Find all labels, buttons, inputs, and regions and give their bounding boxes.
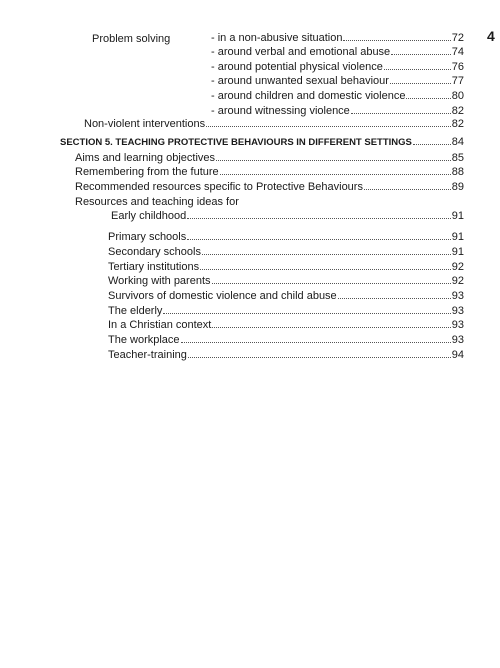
page-number: 4 bbox=[487, 28, 495, 44]
dot-leader bbox=[364, 188, 451, 190]
toc-entry[interactable] bbox=[211, 46, 464, 59]
section-heading-label: SECTION 5. TEACHING PROTECTIVE BEHAVIOURS IN DIFFERENT SETTINGS bbox=[60, 137, 412, 148]
toc-entry[interactable] bbox=[108, 319, 464, 332]
toc-entry[interactable] bbox=[75, 181, 464, 194]
toc-entry-page: 88 bbox=[451, 166, 464, 178]
toc-entry[interactable] bbox=[108, 246, 464, 259]
problem-solving-label: Problem solving bbox=[92, 33, 171, 45]
toc-entry-page: 82 bbox=[451, 118, 464, 130]
toc-entry-label: Primary schools bbox=[108, 231, 187, 243]
toc-entry[interactable] bbox=[211, 105, 464, 118]
toc-entry[interactable] bbox=[84, 118, 464, 131]
toc-entry-label: Secondary schools bbox=[108, 246, 201, 258]
toc-entry[interactable] bbox=[211, 32, 464, 45]
toc-entry-label: - around witnessing violence bbox=[211, 105, 350, 117]
toc-entry[interactable] bbox=[75, 166, 464, 179]
dot-leader bbox=[351, 112, 451, 114]
toc-entry-page: 82 bbox=[451, 105, 464, 117]
dot-leader bbox=[188, 356, 451, 358]
dot-leader bbox=[200, 268, 451, 270]
toc-entry[interactable] bbox=[211, 90, 464, 103]
toc-entry-page: 89 bbox=[451, 181, 464, 193]
dot-leader bbox=[206, 125, 451, 127]
dot-leader bbox=[163, 312, 450, 314]
toc-entry-page: 80 bbox=[451, 90, 464, 102]
toc-entry-page: 91 bbox=[451, 231, 464, 243]
toc-entry-label: The elderly bbox=[108, 305, 163, 317]
toc-entry-page: 92 bbox=[451, 261, 464, 273]
section-heading[interactable] bbox=[60, 136, 464, 149]
dot-leader bbox=[187, 238, 451, 240]
dot-leader bbox=[220, 173, 451, 175]
dot-leader bbox=[187, 217, 451, 219]
resources-heading: Resources and teaching ideas for bbox=[75, 196, 239, 208]
toc-entry-label: - around verbal and emotional abuse bbox=[211, 46, 391, 58]
toc-entry-page: 76 bbox=[451, 61, 464, 73]
toc-entry-label: - around potential physical violence bbox=[211, 61, 383, 73]
toc-entry-page: 77 bbox=[451, 75, 464, 87]
toc-entry-label: Early childhood bbox=[111, 210, 187, 222]
toc-entry[interactable] bbox=[108, 261, 464, 274]
dot-leader bbox=[384, 68, 451, 70]
toc-entry-label: Recommended resources specific to Protective Behaviours bbox=[75, 181, 363, 193]
toc-entry-page: 72 bbox=[451, 32, 464, 44]
toc-entry-label: In a Christian context bbox=[108, 319, 212, 331]
dot-leader bbox=[343, 39, 450, 41]
toc-entry-page: 91 bbox=[451, 210, 464, 222]
toc-entry-label: Non-violent interventions bbox=[84, 118, 206, 130]
toc-entry-page: 74 bbox=[451, 46, 464, 58]
toc-entry-label: Teacher-training bbox=[108, 349, 187, 361]
dot-leader bbox=[338, 297, 451, 299]
toc-entry-label: - around unwanted sexual behaviour bbox=[211, 75, 389, 87]
toc-entry[interactable] bbox=[108, 290, 464, 303]
dot-leader bbox=[413, 143, 451, 145]
toc-entry[interactable] bbox=[75, 152, 464, 165]
dot-leader bbox=[181, 341, 451, 343]
toc-entry-label: - around children and domestic violence bbox=[211, 90, 406, 102]
toc-entry-label: Tertiary institutions bbox=[108, 261, 200, 273]
toc-entry-label: Working with parents bbox=[108, 275, 211, 287]
toc-entry[interactable] bbox=[108, 275, 464, 288]
toc-entry[interactable] bbox=[108, 231, 464, 244]
toc-entry[interactable] bbox=[211, 75, 464, 88]
toc-entry-page: 93 bbox=[451, 290, 464, 302]
toc-entry-label: The workplace bbox=[108, 334, 180, 346]
toc-entry-page: 92 bbox=[451, 275, 464, 287]
dot-leader bbox=[216, 159, 451, 161]
section-heading-page: 84 bbox=[451, 136, 464, 148]
toc-entry-page: 94 bbox=[451, 349, 464, 361]
toc-entry-label: - in a non-abusive situation bbox=[211, 32, 343, 44]
dot-leader bbox=[212, 282, 451, 284]
toc-entry[interactable] bbox=[211, 61, 464, 74]
toc-entry-label: Survivors of domestic violence and child abuse bbox=[108, 290, 337, 302]
dot-leader bbox=[406, 97, 450, 99]
toc-entry[interactable] bbox=[108, 349, 464, 362]
toc-entry-page: 93 bbox=[451, 334, 464, 346]
toc-entry-page: 85 bbox=[451, 152, 464, 164]
toc-entry[interactable] bbox=[108, 334, 464, 347]
toc-entry[interactable] bbox=[111, 210, 464, 223]
toc-entry-label: Aims and learning objectives bbox=[75, 152, 216, 164]
dot-leader bbox=[212, 326, 450, 328]
dot-leader bbox=[202, 253, 451, 255]
toc-entry[interactable] bbox=[108, 305, 464, 318]
toc-entry-page: 93 bbox=[451, 319, 464, 331]
toc-entry-label: Remembering from the future bbox=[75, 166, 219, 178]
toc-entry-page: 93 bbox=[451, 305, 464, 317]
dot-leader bbox=[390, 82, 451, 84]
dot-leader bbox=[391, 53, 451, 55]
toc-entry-page: 91 bbox=[451, 246, 464, 258]
